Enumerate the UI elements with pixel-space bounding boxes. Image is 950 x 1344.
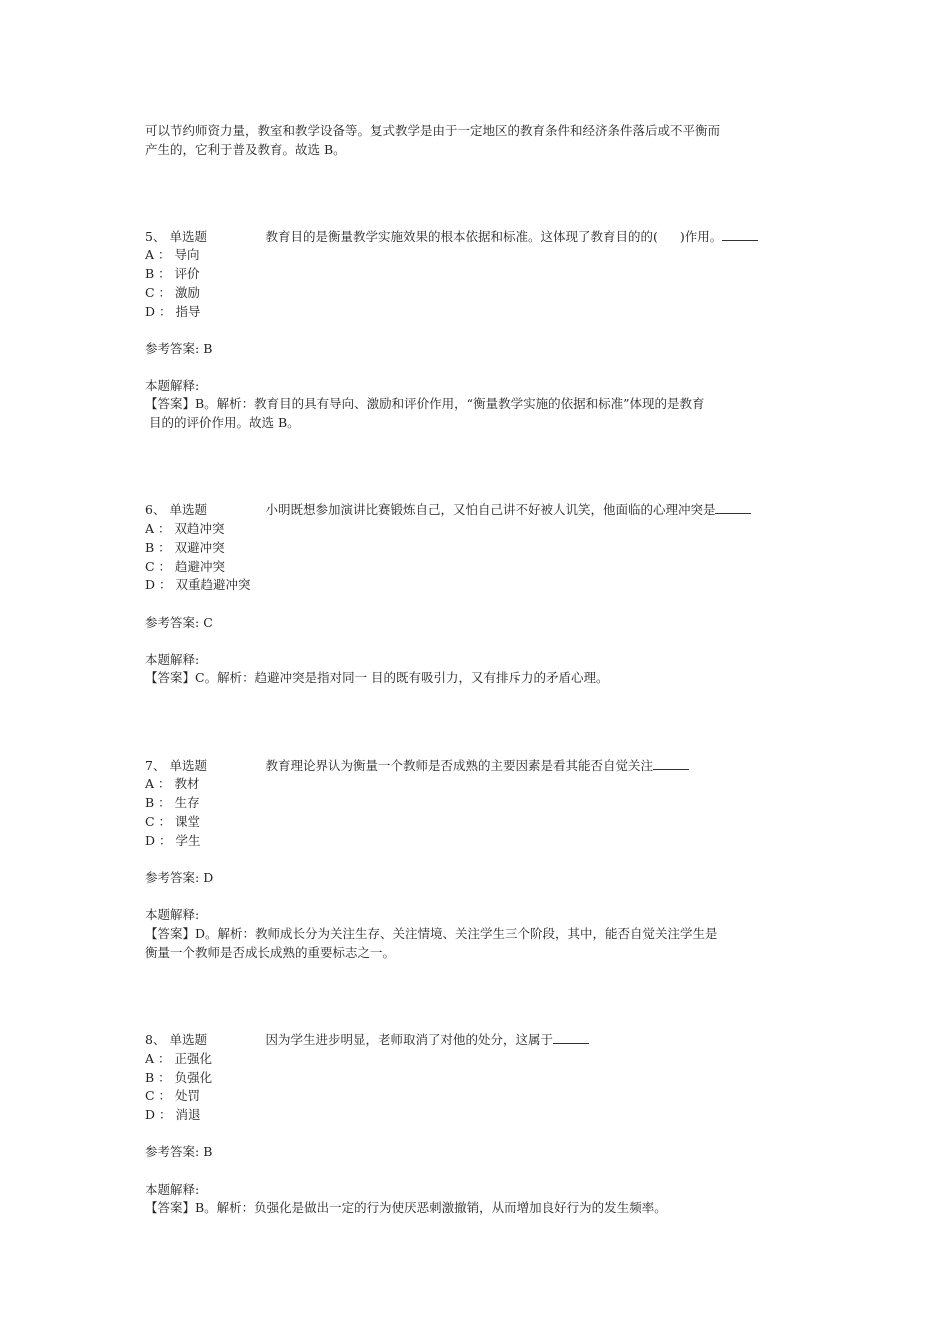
question-header — [145, 227, 758, 246]
reference-answer — [145, 868, 213, 887]
option-a: A ： 导向 — [145, 247, 200, 262]
answer-value: B — [203, 341, 213, 356]
answer-label: 参考答案: — [145, 615, 204, 630]
question-number: 6、 — [145, 502, 166, 517]
question-stem: 教育理论界认为衡量一个教师是否成熟的主要因素是看其能否自觉关注 — [265, 758, 653, 773]
option-a: A ： 教材 — [145, 776, 200, 791]
answer-label: 参考答案: — [145, 1144, 204, 1159]
explanation-line-2: 衡量一个教师是否成长成熟的重要标志之一。 — [145, 945, 396, 960]
intro-text-line-1: 可以节约师资力量，教室和教学设备等。复式教学是由于一定地区的教育条件和经济条件落后或不平衡而 — [145, 123, 721, 138]
option-a: A ： 正强化 — [145, 1051, 212, 1066]
explanation-line-1: 【答案】B。解析：教育目的具有导向、激励和评价作用，“衡量教学实施的依据和标准”体现的是教育 — [145, 396, 705, 411]
question-type: 单选题 — [169, 758, 207, 773]
option-d: D ： 学生 — [145, 833, 201, 848]
question-header — [145, 500, 751, 519]
reference-answer — [145, 339, 212, 358]
answer-value: D — [203, 870, 214, 885]
question-stem: 小明既想参加演讲比赛锻炼自己，又怕自己讲不好被人讥笑，他面临的心理冲突是 — [265, 502, 716, 517]
option-b: B ： 负强化 — [145, 1070, 213, 1085]
option-d: D ： 指导 — [145, 304, 201, 319]
answer-blank — [722, 229, 758, 241]
explanation-label: 本题解释: — [145, 1182, 200, 1197]
answer-blank — [553, 1032, 589, 1044]
reference-answer — [145, 1142, 212, 1161]
option-b: B ： 双避冲突 — [145, 540, 225, 555]
explanation-label: 本题解释: — [145, 652, 200, 667]
explanation-line-1: 【答案】C。解析：趋避冲突是指对同一 目的既有吸引力，又有排斥力的矛盾心理。 — [145, 670, 609, 685]
question-stem: 因为学生进步明显，老师取消了对他的处分，这属于 — [265, 1032, 553, 1047]
explanation-label: 本题解释: — [145, 378, 200, 393]
explanation-line-2: 目的的评价作用。故选 B。 — [145, 415, 300, 430]
option-c: C ： 课堂 — [145, 814, 201, 829]
question-header — [145, 756, 689, 775]
answer-label: 参考答案: — [145, 341, 204, 356]
answer-value: B — [203, 1144, 213, 1159]
option-a: A ： 双趋冲突 — [145, 521, 225, 536]
question-type: 单选题 — [169, 502, 207, 517]
option-b: B ： 生存 — [145, 795, 200, 810]
question-header — [145, 1030, 589, 1049]
question-stem: 教育目的是衡量教学实施效果的根本依据和标准。这体现了教育目的的( — [265, 229, 658, 244]
answer-value: C — [203, 615, 213, 630]
question-stem-tail: )作用。 — [679, 229, 723, 244]
answer-label: 参考答案: — [145, 870, 204, 885]
question-type: 单选题 — [169, 1032, 207, 1047]
question-number: 5、 — [145, 229, 166, 244]
option-b: B ： 评价 — [145, 266, 200, 281]
question-number: 7、 — [145, 758, 166, 773]
option-c: C ： 趋避冲突 — [145, 559, 226, 574]
explanation-line-1: 【答案】D。解析：教师成长分为关注生存、关注情境、关注学生三个阶段，其中，能否自觉关注学生是 — [145, 926, 718, 941]
intro-text-line-2: 产生的，它利于普及教育。故选 B。 — [145, 142, 346, 157]
option-c: C ： 激励 — [145, 285, 201, 300]
option-c: C ： 处罚 — [145, 1088, 201, 1103]
option-d: D ： 消退 — [145, 1107, 201, 1122]
answer-blank — [653, 758, 689, 770]
question-number: 8、 — [145, 1032, 166, 1047]
reference-answer — [145, 613, 213, 632]
answer-blank — [715, 502, 751, 514]
question-type: 单选题 — [169, 229, 207, 244]
explanation-label: 本题解释: — [145, 907, 200, 922]
explanation-line-1: 【答案】B。解析：负强化是做出一定的行为使厌恶刺激撤销，从而增加良好行为的发生频率。 — [145, 1200, 667, 1215]
option-d: D ： 双重趋避冲突 — [145, 577, 251, 592]
